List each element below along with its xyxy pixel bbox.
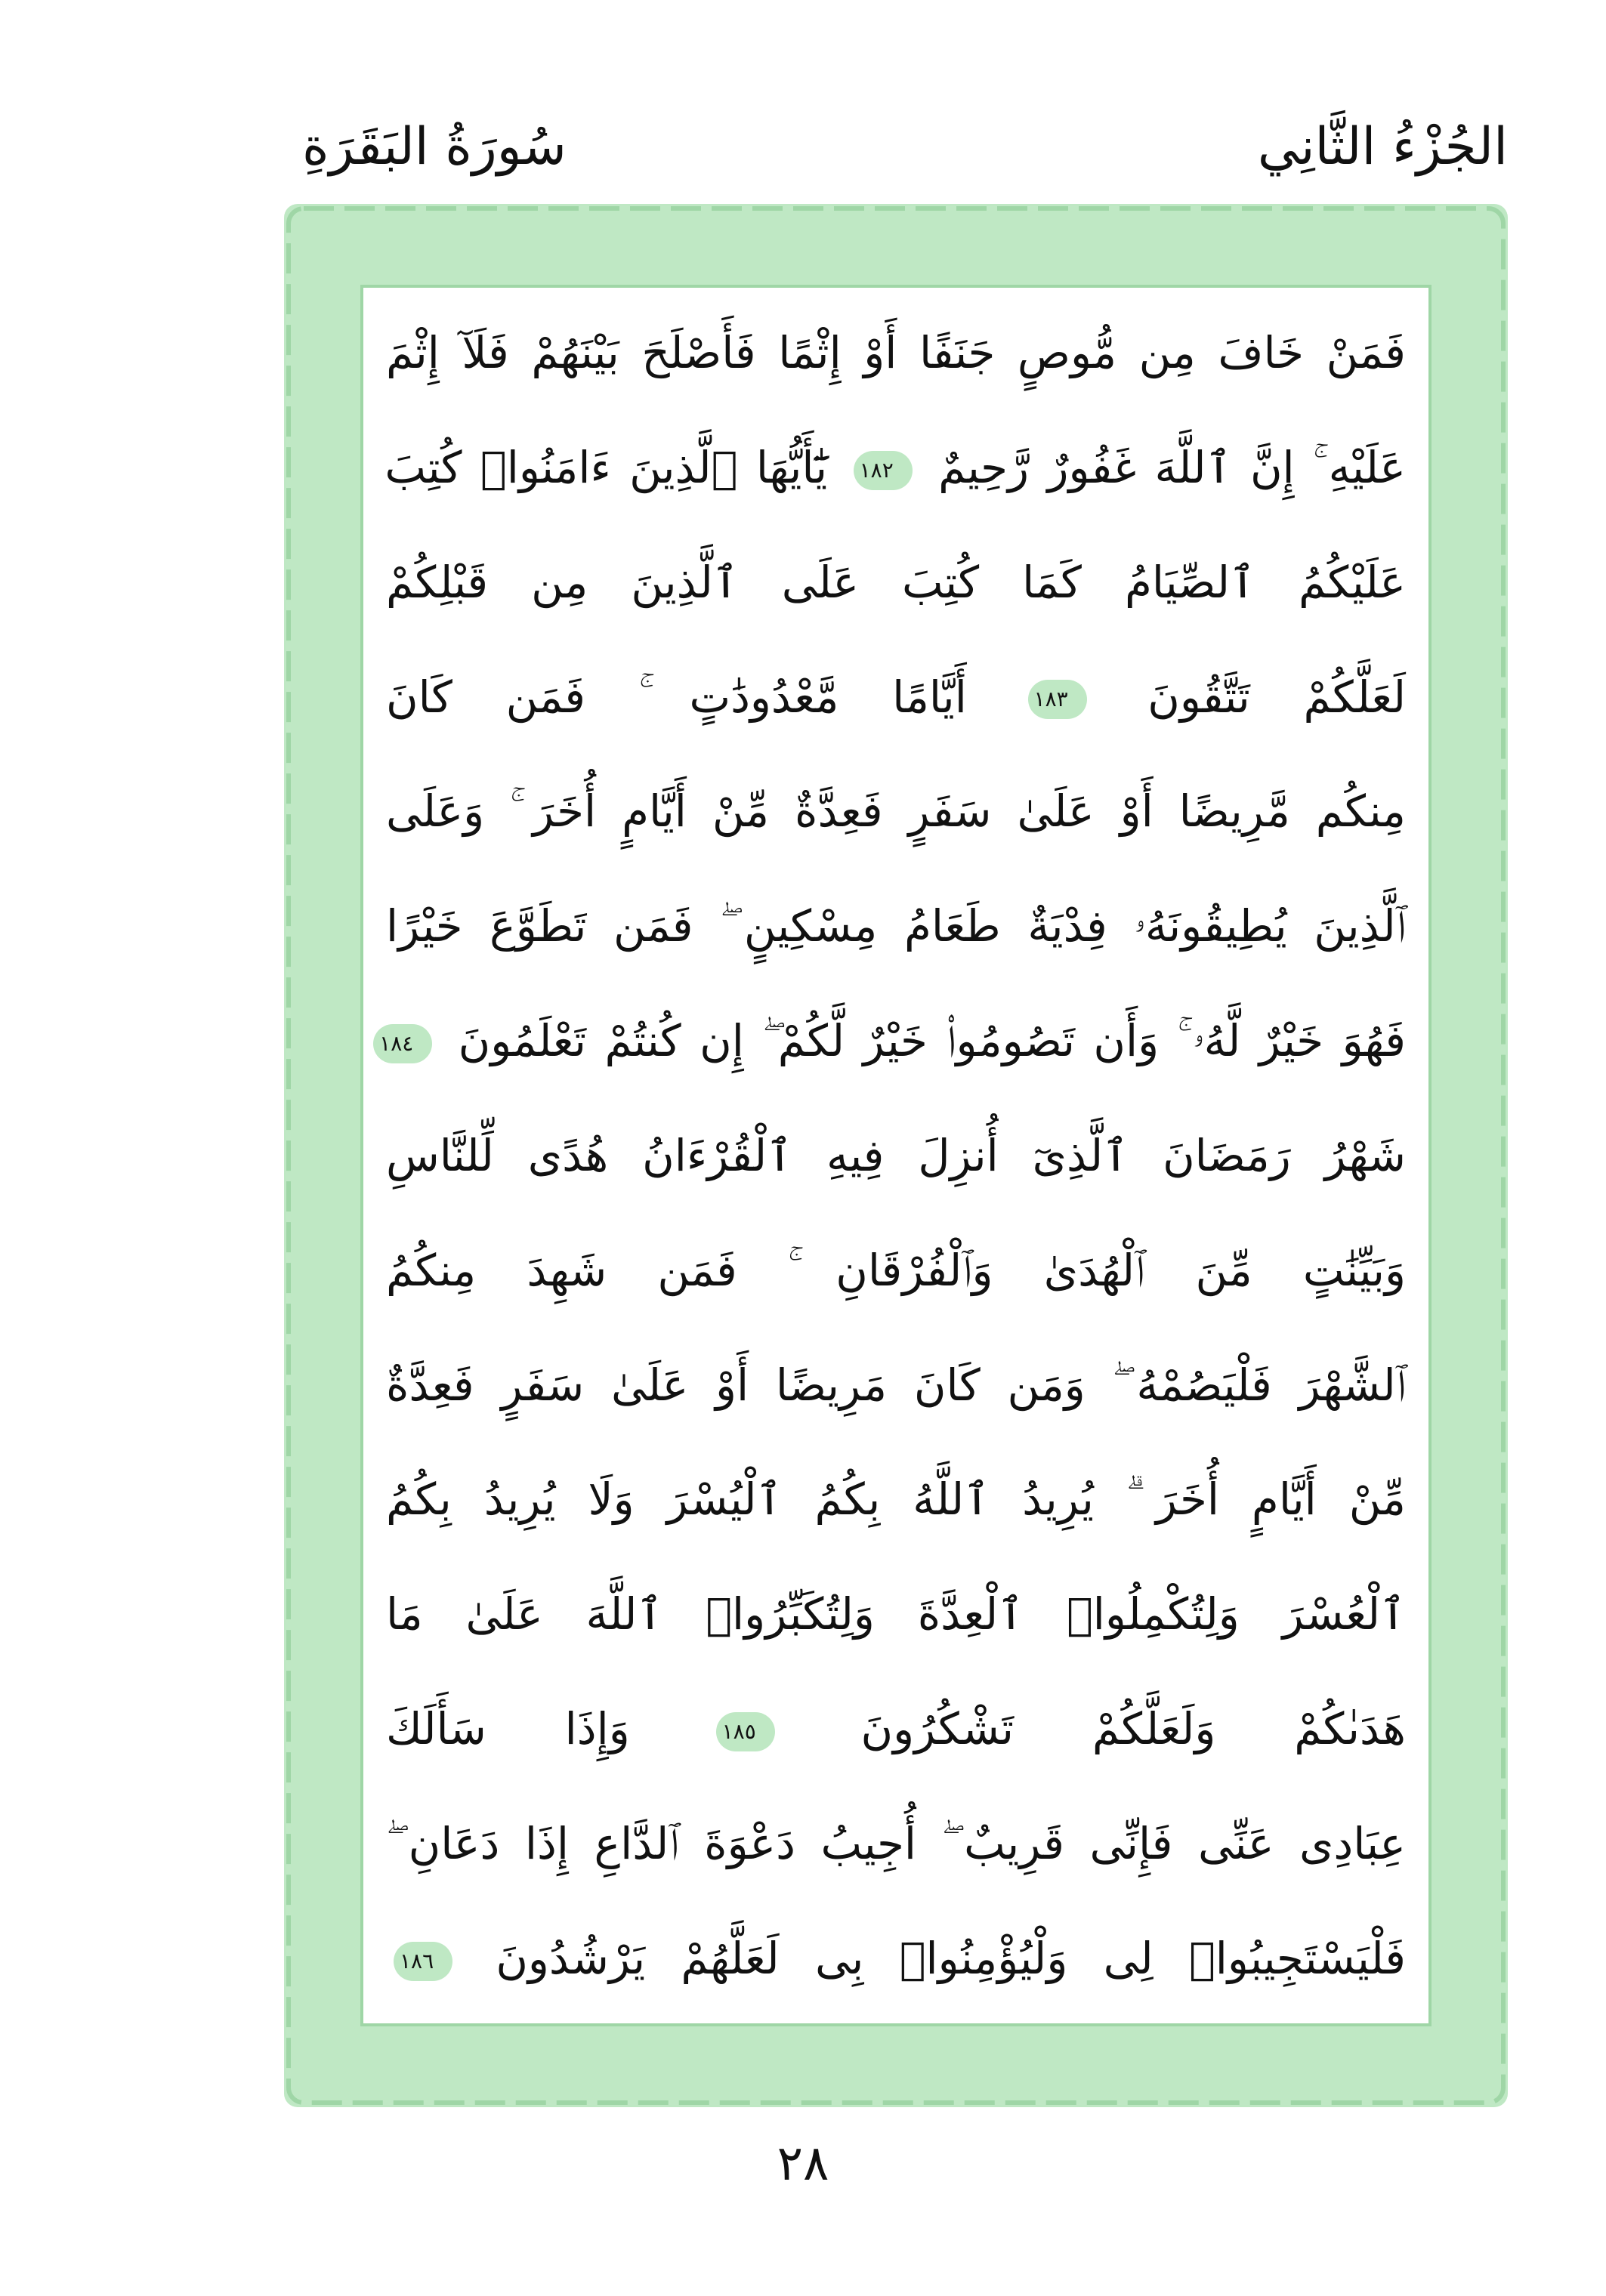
verse-line-9 bbox=[386, 1221, 1406, 1320]
line-text: عَلَيْهِ ۚ إِنَّ ٱللَّهَ غَفُورٌ رَّحِيمٌ bbox=[938, 441, 1406, 493]
line-text: وَبَيِّنَٰتٍ مِّنَ ٱلْهُدَىٰ وَٱلْفُرْقَانِ ۚ فَمَن شَهِدَ مِنكُمُ bbox=[386, 1244, 1406, 1296]
line-text-continued: يَٰٓأَيُّهَا ٱلَّذِينَ ءَامَنُوا۟ كُتِبَ bbox=[385, 441, 828, 493]
line-text: ٱلشَّهْرَ فَلْيَصُمْهُ ۖ وَمَن كَانَ مَرِيضًا أَوْ عَلَىٰ سَفَرٍ فَعِدَّةٌ bbox=[386, 1359, 1406, 1411]
verse-lines bbox=[379, 303, 1406, 2008]
verse-line-1 bbox=[386, 303, 1406, 403]
verse-line-2 bbox=[386, 418, 1406, 517]
verse-line-14 bbox=[386, 1794, 1406, 1893]
ayah-number-marker: ١٨٢ bbox=[854, 451, 913, 490]
verse-line-7 bbox=[379, 991, 1406, 1091]
verse-line-3 bbox=[386, 532, 1406, 632]
line-text: فَمَنْ خَافَ مِن مُّوصٍ جَنَفًا أَوْ إِثْمًا فَأَصْلَحَ بَيْنَهُمْ فَلَآ إِثْمَ bbox=[386, 327, 1406, 378]
line-text: لَعَلَّكُمْ تَتَّقُونَ bbox=[1147, 671, 1406, 723]
line-text: ٱلَّذِينَ يُطِيقُونَهُۥ فِدْيَةٌ طَعَامُ مِسْكِينٍ ۖ فَمَن تَطَوَّعَ خَيْرًا bbox=[386, 900, 1406, 952]
ayah-number-marker: ١٨٥ bbox=[716, 1712, 775, 1751]
line-text: ٱلْعُسْرَ وَلِتُكْمِلُوا۟ ٱلْعِدَّةَ وَلِتُكَبِّرُوا۟ ٱللَّهَ عَلَىٰ مَا bbox=[386, 1588, 1406, 1640]
verse-line-8 bbox=[386, 1106, 1406, 1205]
text-panel bbox=[360, 285, 1432, 2026]
page-number: ٢٨ bbox=[777, 2136, 829, 2192]
line-text: فَلْيَسْتَجِيبُوا۟ لِى وَلْيُؤْمِنُوا۟ بِى لَعَلَّهُمْ يَرْشُدُونَ bbox=[496, 1932, 1406, 1984]
line-text: عَلَيْكُمُ ٱلصِّيَامُ كَمَا كُتِبَ عَلَى ٱلَّذِينَ مِن قَبْلِكُمْ bbox=[386, 556, 1406, 608]
surah-name: سُورَةُ البَقَرَةِ bbox=[302, 117, 567, 177]
line-text: هَدَىٰكُمْ وَلَعَلَّكُمْ تَشْكُرُونَ bbox=[860, 1703, 1406, 1755]
verse-line-6 bbox=[386, 876, 1406, 976]
line-text: مِّنْ أَيَّامٍ أُخَرَ ۗ يُرِيدُ ٱللَّهُ بِكُمُ ٱلْيُسْرَ وَلَا يُرِيدُ بِكُمُ bbox=[386, 1474, 1406, 1526]
verse-line-15 bbox=[386, 1909, 1406, 2008]
verse-line-13 bbox=[386, 1679, 1406, 1779]
ayah-number-marker: ١٨٤ bbox=[373, 1024, 432, 1063]
line-text-continued: وَإِذَا سَأَلَكَ bbox=[386, 1703, 630, 1755]
juz-name: الجُزْءُ الثَّانِي bbox=[1257, 117, 1508, 177]
verse-line-12 bbox=[386, 1564, 1406, 1664]
line-text: فَهُوَ خَيْرٌ لَّهُۥ ۚ وَأَن تَصُومُوا۟ خَيْرٌ لَّكُمْ ۖ إِن كُنتُمْ تَعْلَمُونَ bbox=[458, 1015, 1406, 1067]
ayah-number-marker: ١٨٦ bbox=[394, 1942, 452, 1981]
verse-line-10 bbox=[386, 1335, 1406, 1435]
verse-line-5 bbox=[386, 761, 1406, 861]
verse-line-4 bbox=[386, 647, 1406, 747]
line-text: مِنكُم مَّرِيضًا أَوْ عَلَىٰ سَفَرٍ فَعِدَّةٌ مِّنْ أَيَّامٍ أُخَرَ ۚ وَعَلَى bbox=[386, 785, 1406, 838]
ayah-number-marker: ١٨٣ bbox=[1028, 680, 1087, 719]
line-text: شَهْرُ رَمَضَانَ ٱلَّذِىٓ أُنزِلَ فِيهِ ٱلْقُرْءَانُ هُدًى لِّلنَّاسِ bbox=[386, 1129, 1406, 1181]
verse-line-11 bbox=[386, 1449, 1406, 1549]
page-frame bbox=[284, 204, 1508, 2107]
line-text: عِبَادِى عَنِّى فَإِنِّى قَرِيبٌ ۖ أُجِيبُ دَعْوَةَ ٱلدَّاعِ إِذَا دَعَانِ ۖ bbox=[386, 1817, 1406, 1869]
line-text-continued: أَيَّامًا مَّعْدُودَٰتٍ ۚ فَمَن كَانَ bbox=[386, 671, 967, 723]
